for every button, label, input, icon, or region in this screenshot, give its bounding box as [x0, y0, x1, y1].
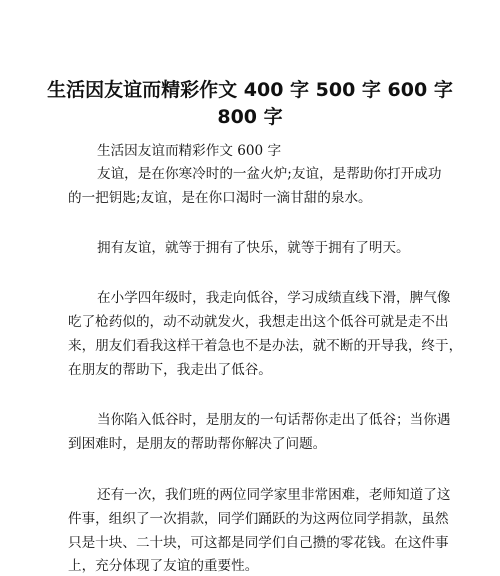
document-title-continued: 800 字: [217, 106, 283, 128]
paragraph-line: 友谊，是在你寒冷时的一盆火炉;友谊，是帮助你打开成功: [97, 166, 442, 182]
paragraph-line: 在小学四年级时，我走向低谷，学习成绩直线下滑，脾气像: [97, 290, 451, 306]
document-subtitle: 生活因友谊而精彩作文 600 字: [97, 143, 282, 159]
paragraph-line: 吃了枪药似的，动不动就发火，我想走出这个低谷可就是走不出: [68, 314, 449, 330]
paragraph-line: 还有一次，我们班的两位同学家里非常困难，老师知道了这: [97, 487, 451, 503]
paragraph-line: 在朋友的帮助下，我走出了低谷。: [68, 362, 272, 378]
paragraph-line: 拥有友谊，就等于拥有了快乐，就等于拥有了明天。: [97, 240, 410, 256]
paragraph-line: 只是十块、二十块，可这都是同学们自己攒的零花钱。在这件事: [68, 535, 449, 551]
paragraph-line: 当你陷入低谷时，是朋友的一句话帮你走出了低谷；当你遇: [97, 412, 451, 428]
document-title: 生活因友谊而精彩作文 400 字 500 字 600 字: [47, 79, 453, 101]
paragraph-line: 来，朋友们看我这样干着急也不是办法，就不断的开导我，终于，: [68, 338, 463, 354]
paragraph-line: 的一把钥匙;友谊，是在你口渴时一滴甘甜的泉水。: [68, 190, 372, 206]
paragraph-line: 到困难时，是朋友的帮助帮你解决了问题。: [68, 436, 327, 452]
paragraph-line: 上，充分体现了友谊的重要性。: [68, 558, 259, 574]
paragraph-line: 件事，组织了一次捐款，同学们踊跃的为这两位同学捐款，虽然: [68, 511, 449, 527]
